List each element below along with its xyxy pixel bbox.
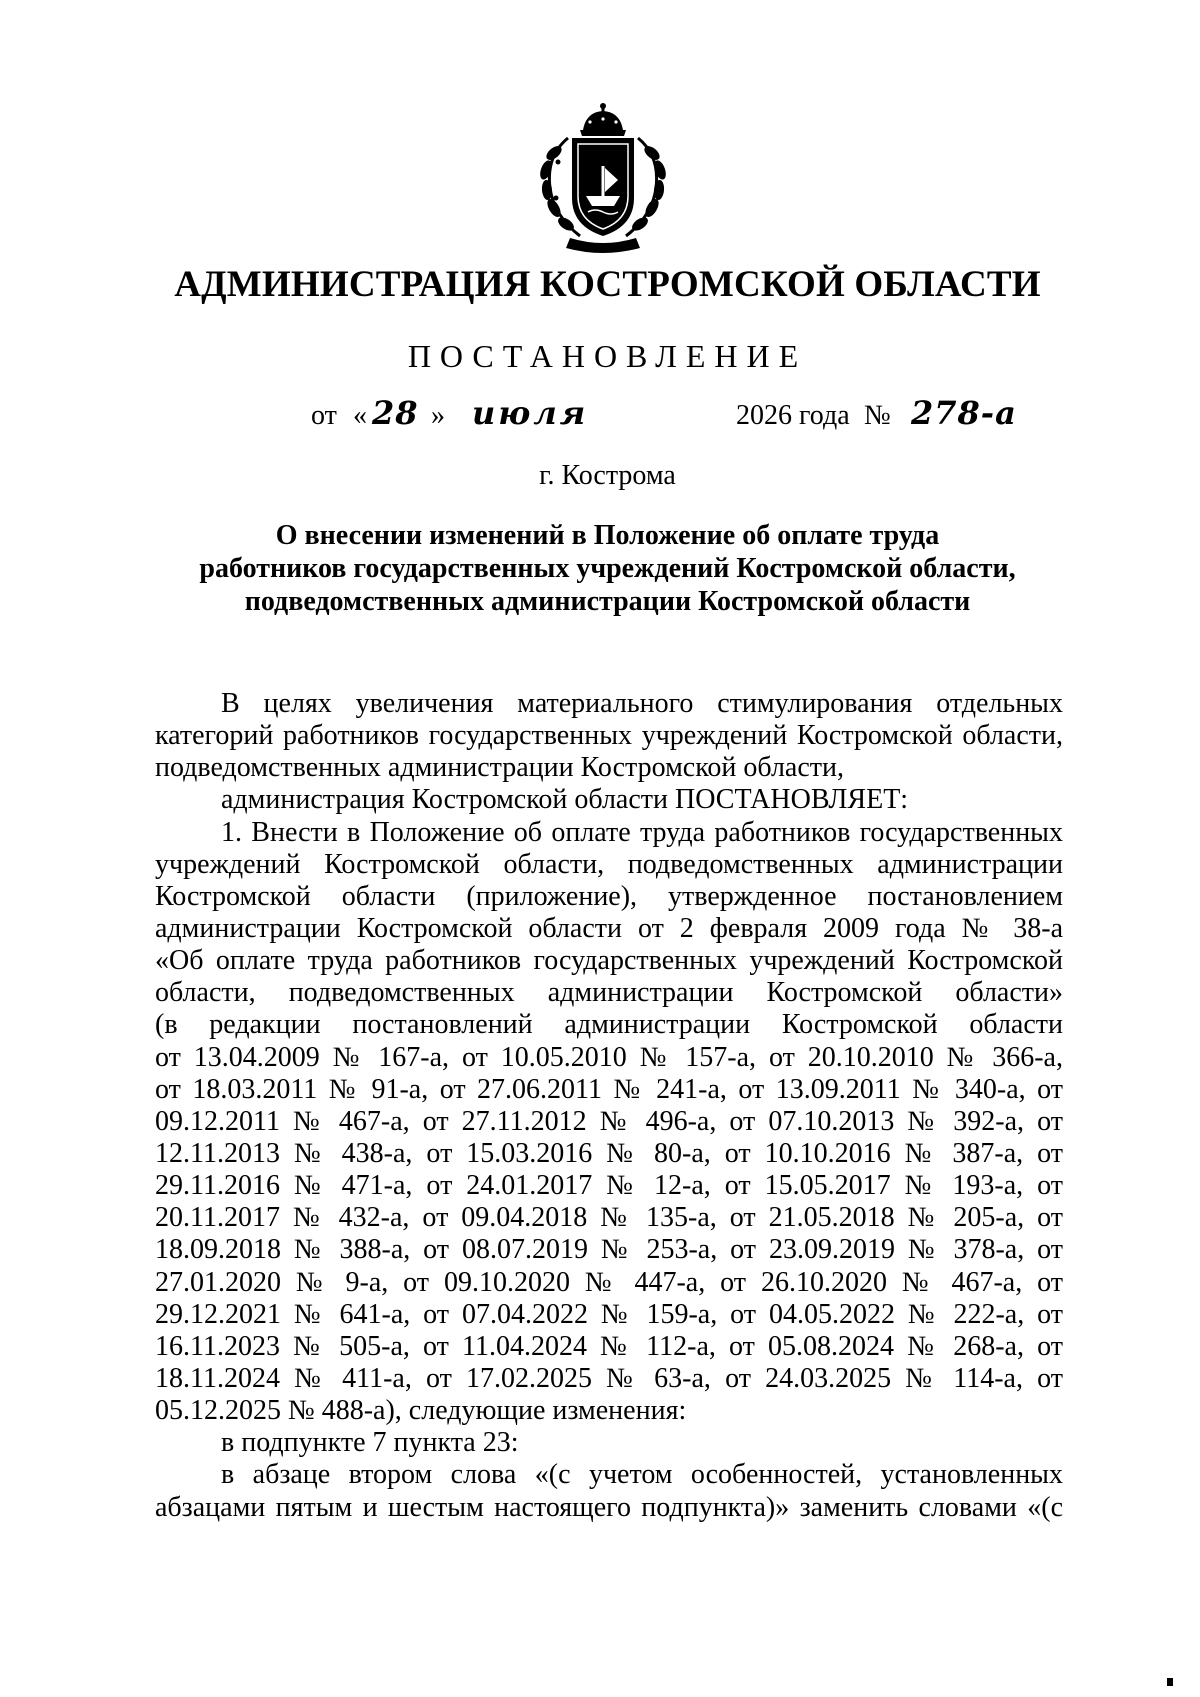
number-sign: №: [864, 400, 891, 431]
body-text-line: «Об оплате труда работников государственных учреждений Костромской: [155, 945, 1063, 977]
body-text-line: (в редакции постановлений администрации Костромской области: [155, 1009, 1063, 1041]
body-text-line: 29.11.2016 № 471-а, от 24.01.2017 № 12-а, от 15.05.2017 № 193-а, от: [155, 1170, 1063, 1202]
body-text-line: подведомственных администрации Костромской области,: [155, 752, 844, 784]
body-text-line: 05.12.2025 № 488-а), следующие изменения:: [155, 1395, 687, 1427]
document-type-heading: ПОСТАНОВЛЕНИЕ: [407, 338, 808, 374]
body-text-line: учреждений Костромской области, подведомственных администрации: [155, 848, 1063, 880]
body-text-line: от 13.04.2009 № 167-а, от 10.05.2010 № 157-а, от 20.10.2010 № 366-а,: [155, 1041, 1063, 1073]
body-text-line: администрации Костромской области от 2 февраля 2009 года № 38-а: [155, 912, 1063, 944]
body-text-line: 16.11.2023 № 505-а, от 11.04.2024 № 112-а, от 05.08.2024 № 268-а, от: [155, 1330, 1063, 1362]
subject-line: О внесении изменений в Положение об оплате труда: [275, 520, 940, 551]
body-text-line: 09.12.2011 № 467-а, от 27.11.2012 № 496-а, от 07.10.2013 № 392-а, от: [155, 1105, 1063, 1137]
body-text-line: Костромской области (приложение), утвержденное постановлением: [155, 880, 1063, 912]
body-text-line: администрация Костромской области ПОСТАНОВЛЯЕТ:: [221, 784, 909, 816]
document-body: [155, 688, 1063, 1524]
body-text-line: 12.11.2013 № 438-а, от 15.03.2016 № 80-а, от 10.10.2016 № 387-а, от: [155, 1137, 1063, 1169]
body-text-line: 29.12.2021 № 641-а, от 07.04.2022 № 159-а, от 04.05.2022 № 222-а, от: [155, 1298, 1063, 1330]
body-text-line: от 18.03.2011 № 91-а, от 27.06.2011 № 241-а, от 13.09.2011 № 340-а, от: [155, 1073, 1063, 1105]
year-label: 2026 года: [736, 400, 850, 431]
body-text-line: в абзаце втором слова «(с учетом особенностей, установленных: [221, 1459, 1063, 1491]
scan-artifact-mark: [1167, 1678, 1173, 1686]
organization-title: АДМИНИСТРАЦИЯ КОСТРОМСКОЙ ОБЛАСТИ: [174, 264, 1041, 305]
kostroma-region-coat-of-arms-icon: [528, 98, 678, 254]
body-text-line: 18.11.2024 № 411-а, от 17.02.2025 № 63-а, от 24.03.2025 № 114-а, от: [155, 1362, 1063, 1394]
body-text-line: области, подведомственных администрации Костромской области»: [155, 977, 1063, 1009]
body-text-line: в подпункте 7 пункта 23:: [221, 1427, 519, 1459]
date-number-line: [0, 394, 1200, 444]
body-text-line: 18.09.2018 № 388-а, от 08.07.2019 № 253-а, от 23.09.2019 № 378-а, от: [155, 1234, 1063, 1266]
quote-close: »: [431, 400, 445, 431]
body-text-line: 1. Внести в Положение об оплате труда работников государственных: [221, 816, 1063, 848]
body-text-line: 27.01.2020 № 9-а, от 09.10.2020 № 447-а, от 26.10.2020 № 467-а, от: [155, 1266, 1063, 1298]
body-text-line: категорий работников государственных учреждений Костромской области,: [155, 720, 1063, 752]
subject-line: подведомственных администрации Костромской области: [244, 586, 971, 617]
handwritten-number: 278-а: [911, 394, 1017, 432]
body-text-line: 20.11.2017 № 432-а, от 09.04.2018 № 135-а, от 21.05.2018 № 205-а, от: [155, 1202, 1063, 1234]
handwritten-day: 28: [372, 394, 419, 432]
handwritten-month: июля: [472, 394, 589, 432]
document-subject: [140, 519, 1075, 618]
quote-open: «: [353, 400, 367, 431]
city-line: г. Кострома: [539, 460, 676, 491]
date-from-label: от: [311, 400, 337, 431]
subject-line: работников государственных учреждений Костромской области,: [199, 553, 1016, 584]
body-text-line: В целях увеличения материального стимулирования отдельных: [221, 688, 1063, 719]
body-text-line: абзацами пятым и шестым настоящего подпункта)» заменить словами «(с: [155, 1491, 1063, 1523]
